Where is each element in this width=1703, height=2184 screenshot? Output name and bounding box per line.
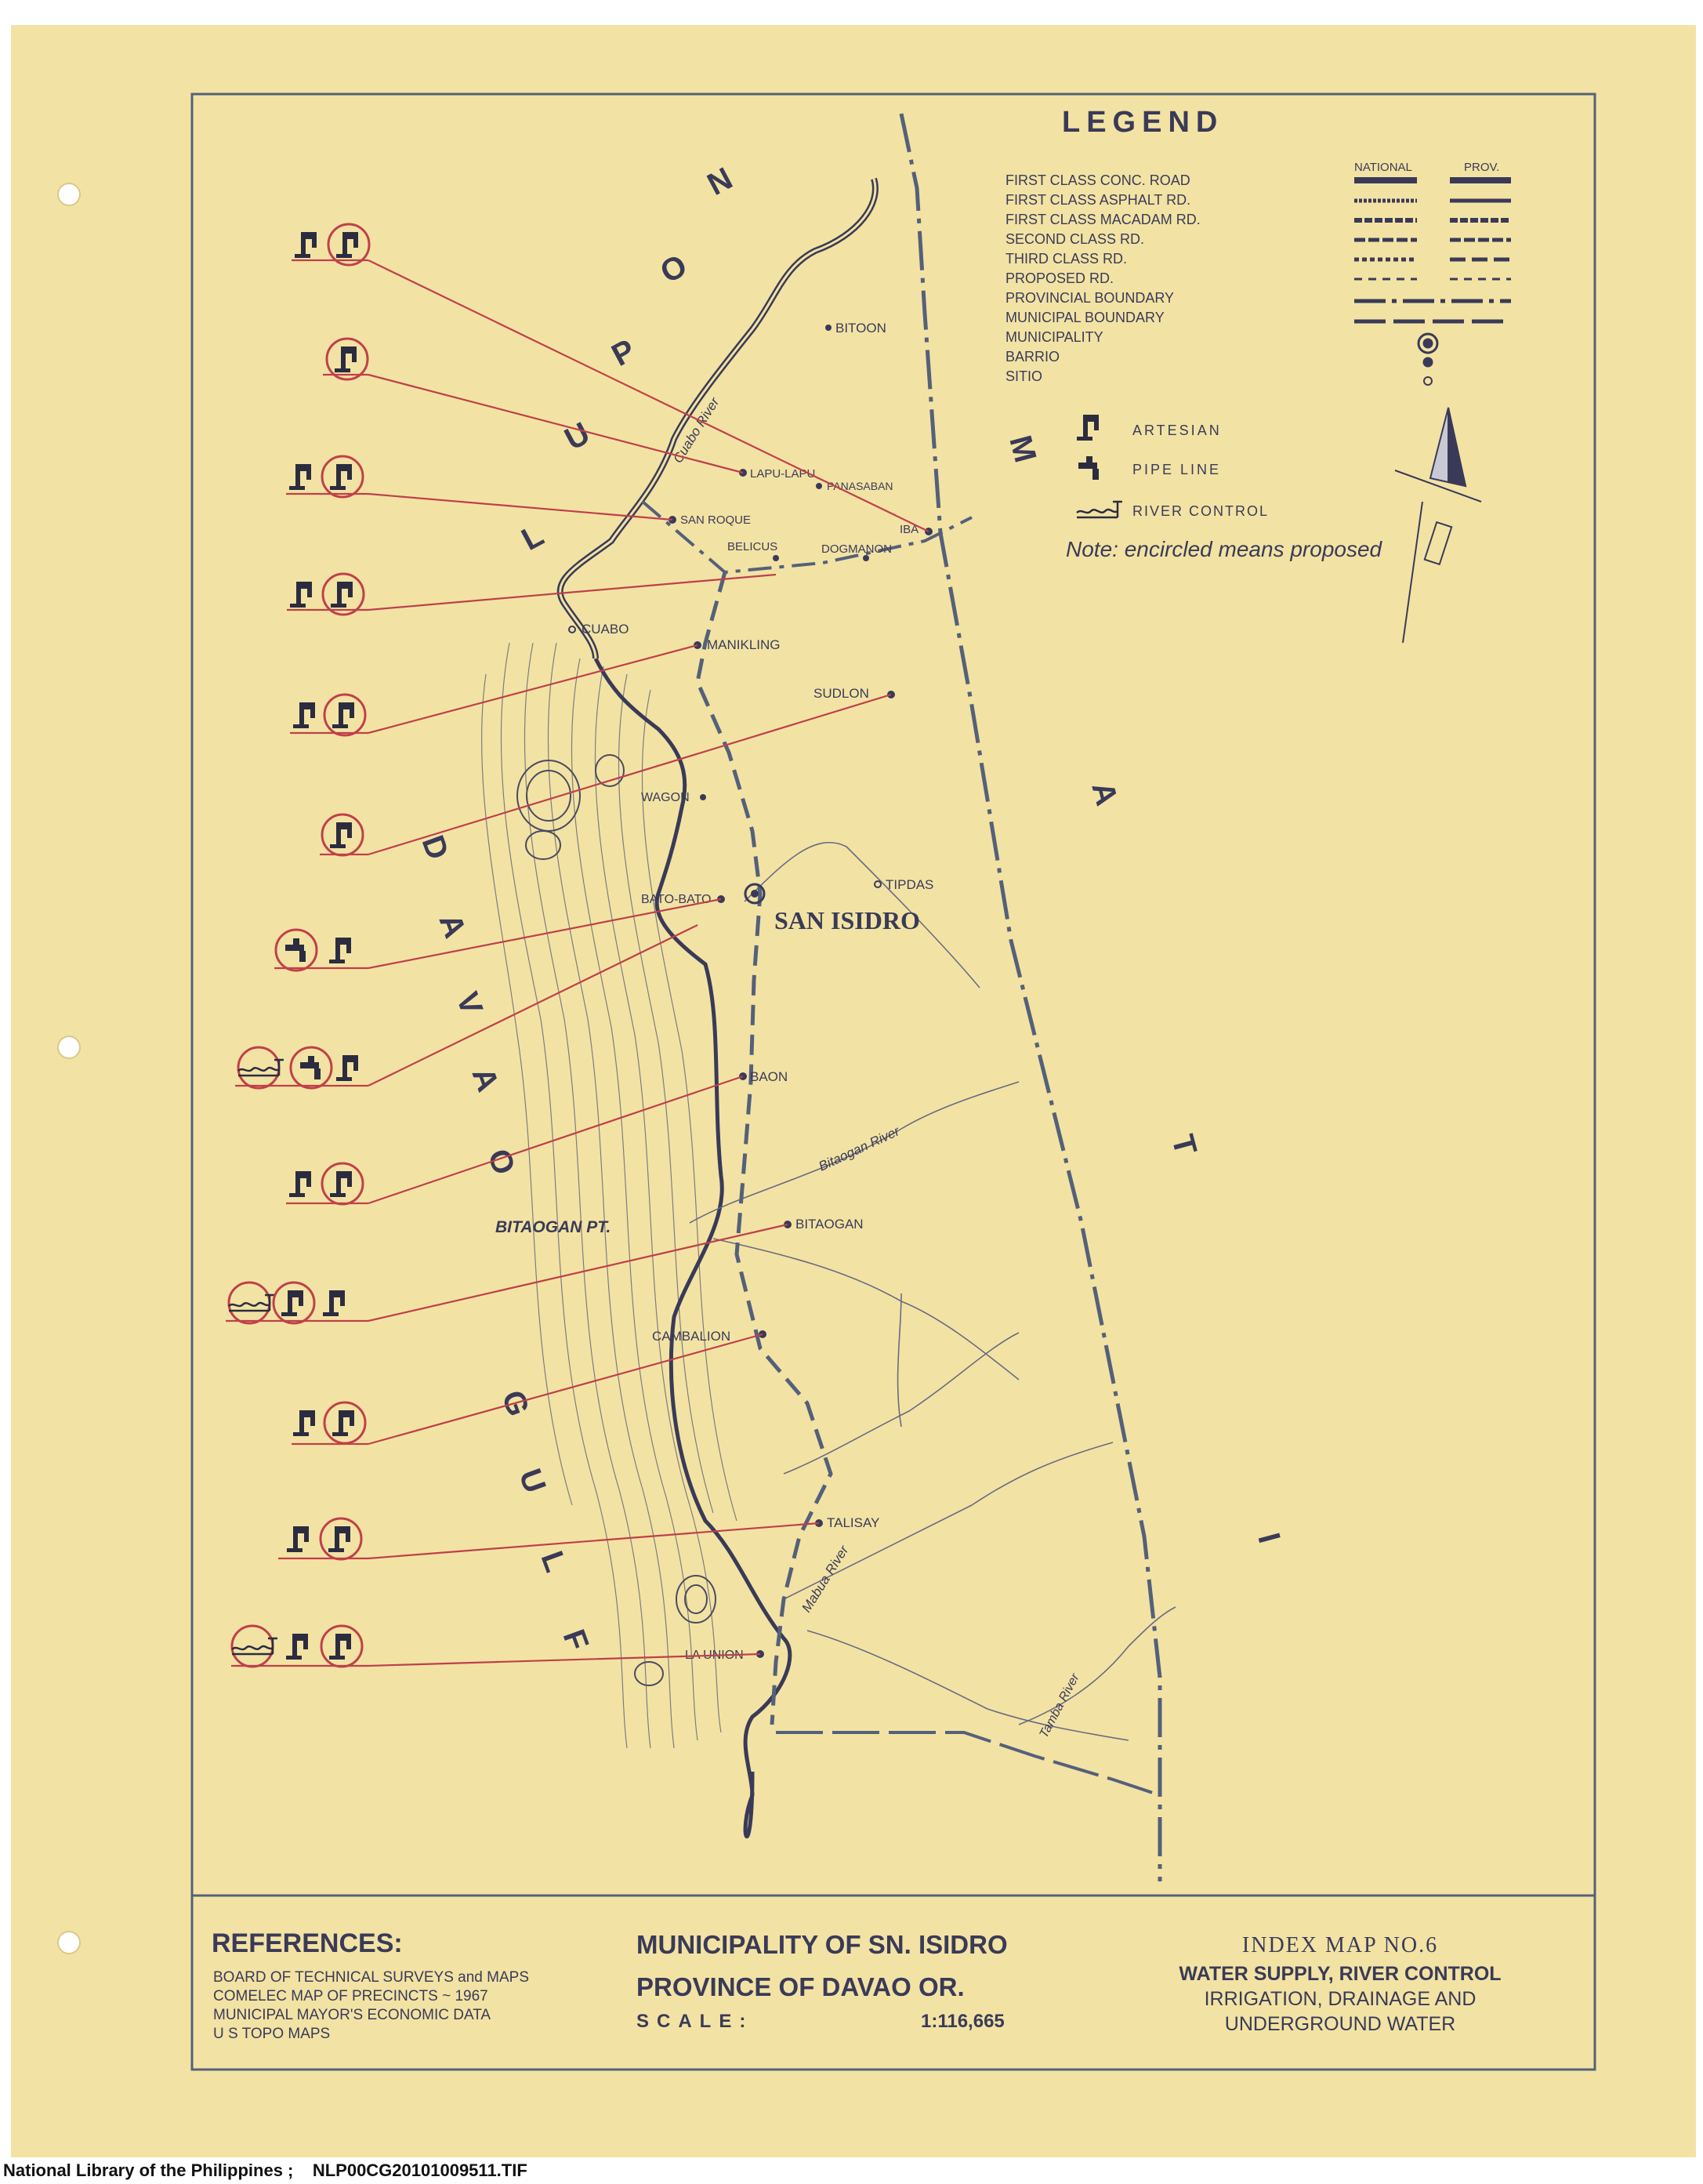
letter-davao-gulf-3: V: [449, 988, 490, 1020]
legend-item-2: FIRST CLASS ASPHALT RD.: [1005, 192, 1191, 208]
label-lapu-lapu: LAPU-LAPU: [750, 467, 816, 481]
letter-davao-gulf-6: G: [495, 1386, 536, 1421]
legend-item-5: THIRD CLASS RD.: [1005, 251, 1128, 267]
binder-hole: [58, 1932, 80, 1954]
letter-lupon-3: P: [606, 332, 641, 373]
legend-item-11: SITIO: [1005, 368, 1043, 384]
index-map-line-2: IRRIGATION, DRAINAGE AND: [1204, 1988, 1477, 2010]
legend-item-10: BARRIO: [1005, 349, 1060, 365]
label-belicus: BELICUS: [727, 540, 778, 553]
label-bitaogan-pt: BITAOGAN PT.: [495, 1218, 611, 1236]
legend-item-3: FIRST CLASS MACADAM RD.: [1005, 212, 1201, 227]
letter-davao-gulf-2: A: [432, 909, 473, 943]
legend-item-7: PROVINCIAL BOUNDARY: [1005, 290, 1175, 306]
municipality-title: MUNICIPALITY OF SN. ISIDRO: [636, 1930, 1008, 1959]
legend-item-8: MUNICIPAL BOUNDARY: [1005, 310, 1165, 325]
letter-davao-gulf-8: L: [534, 1547, 574, 1577]
label-bitaogan: BITAOGAN: [795, 1217, 864, 1232]
letter-davao-gulf-9: F: [556, 1625, 596, 1656]
binder-hole: [58, 1036, 80, 1058]
label-wagon: WAGON: [641, 791, 690, 804]
legend-item-9: MUNICIPALITY: [1005, 329, 1103, 345]
footer-library: National Library of the Philippines ;: [3, 2160, 294, 2180]
label-bato-bato: BATO-BATO: [641, 893, 712, 906]
paper: [11, 25, 1696, 2157]
binder-hole: [58, 183, 80, 205]
label-tamba-river: Tamba River: [1037, 1671, 1082, 1740]
marker-belicus: [773, 555, 779, 561]
index-map-line-3: UNDERGROUND WATER: [1224, 2013, 1456, 2035]
index-map-line-1: WATER SUPPLY, RIVER CONTROL: [1179, 1963, 1502, 1985]
label-bitoon: BITOON: [835, 321, 886, 336]
references-heading: REFERENCES:: [212, 1928, 403, 1958]
letter-mati-2: A: [1085, 778, 1125, 810]
label-la-union: LA UNION: [685, 1649, 744, 1662]
letter-lupon-4: O: [654, 248, 693, 290]
letter-lupon-5: N: [701, 161, 738, 202]
label-dogmanon: DOGMANON: [821, 542, 892, 556]
marker-panasaban: [816, 483, 822, 489]
label-san-roque: SAN ROQUE: [680, 513, 752, 527]
label-cuabo: CUABO: [582, 622, 629, 637]
marker-san-isidro-center: [751, 890, 759, 898]
legend-title: LEGEND: [1062, 106, 1224, 139]
letter-lupon-1: L: [516, 517, 549, 557]
marker-dogmanon: [863, 555, 869, 561]
label-tipdas: TIPDAS: [886, 877, 934, 892]
legend-symbol-river-control: RIVER CONTROL: [1132, 503, 1270, 519]
label-manikling: MANIKLING: [707, 637, 781, 652]
legend-item-4: SECOND CLASS RD.: [1005, 231, 1145, 247]
province-title: PROVINCE OF DAVAO OR.: [636, 1972, 965, 2001]
legend-item-1: FIRST CLASS CONC. ROAD: [1005, 172, 1190, 188]
letter-davao-gulf-5: O: [480, 1145, 522, 1180]
reference-item-1: BOARD OF TECHNICAL SURVEYS and MAPS: [213, 1969, 529, 1986]
marker-wagon: [700, 794, 706, 800]
legend-symbol-artesian: ARTESIAN: [1132, 423, 1222, 438]
label-san-isidro: SAN ISIDRO: [774, 906, 920, 934]
legend-item-6: PROPOSED RD.: [1005, 270, 1114, 286]
letter-mati-4: I: [1251, 1529, 1287, 1547]
label-talisay: TALISAY: [827, 1515, 880, 1530]
letter-davao-gulf-1: D: [415, 831, 455, 865]
footer-file-id: NLP00CG20101009511.TIF: [312, 2160, 527, 2180]
legend-col-prov: PROV.: [1464, 161, 1500, 174]
index-map-number: INDEX MAP NO.6: [1241, 1933, 1439, 1957]
label-bitaogan-river: Bitaogan River: [816, 1123, 902, 1174]
label-sudlon: SUDLON: [813, 686, 869, 701]
marker-bitoon: [825, 325, 832, 331]
label-iba: IBA: [900, 523, 919, 536]
reference-item-2: COMELEC MAP OF PRECINCTS ~ 1967: [213, 1988, 488, 2004]
label-mabua-river: Mabua River: [799, 1543, 852, 1616]
letter-lupon-2: U: [559, 415, 596, 457]
label-baon: BAON: [750, 1069, 788, 1084]
footer-text: [3, 2160, 527, 2181]
letter-mati-3: T: [1165, 1130, 1204, 1159]
label-panasaban: PANASABAN: [827, 480, 893, 492]
reference-item-3: MUNICIPAL MAYOR'S ECONOMIC DATA: [213, 2007, 491, 2023]
label-cuabo-river: Cuabo River: [670, 394, 723, 466]
letter-davao-gulf-4: A: [465, 1063, 505, 1097]
legend-note: Note: encircled means proposed: [1066, 537, 1382, 561]
letter-davao-gulf-7: U: [512, 1464, 553, 1498]
letter-mati-1: M: [1002, 431, 1043, 466]
legend-symbol-pipe-line: PIPE LINE: [1132, 462, 1222, 477]
label-cambalion: CAMBALION: [652, 1329, 731, 1344]
scale-value: 1:116,665: [921, 2011, 1005, 2032]
scale-label: SCALE:: [636, 2011, 754, 2032]
legend-col-national: NATIONAL: [1354, 161, 1412, 174]
reference-item-4: U S TOPO MAPS: [213, 2026, 331, 2042]
